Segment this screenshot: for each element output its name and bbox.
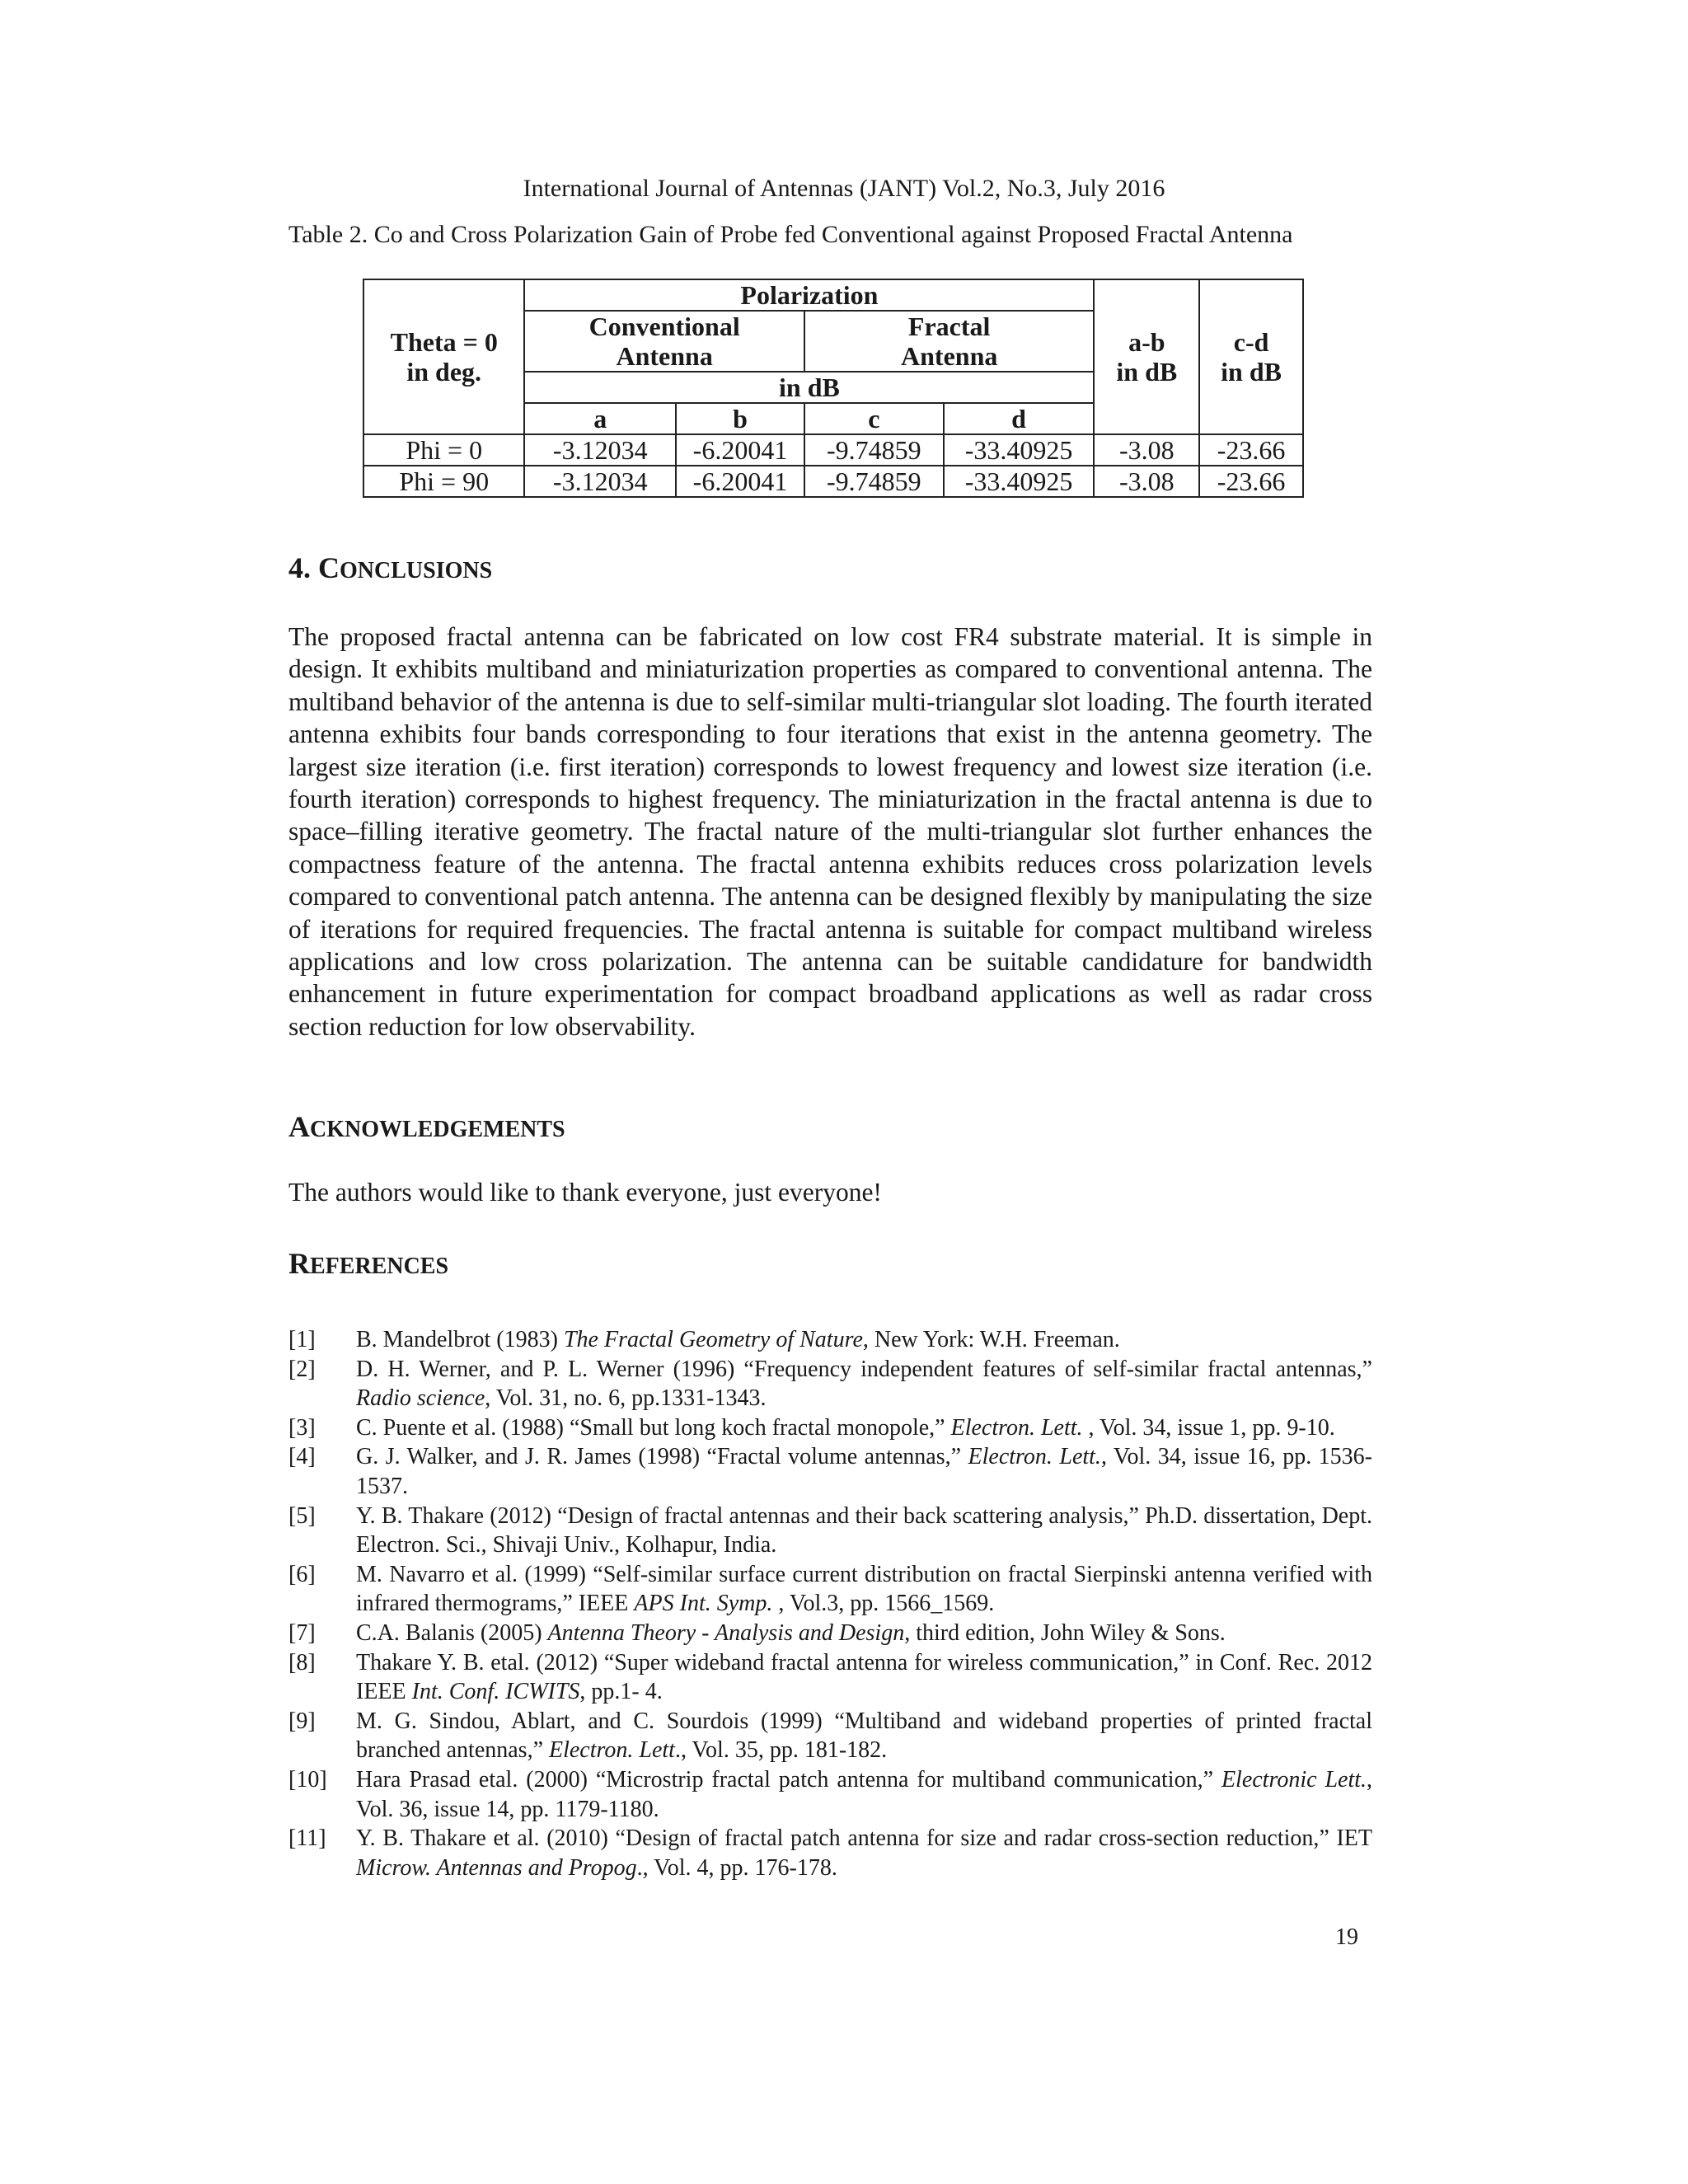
table-cell: -3.12034 bbox=[524, 434, 676, 466]
reference-text: Thakare Y. B. etal. (2012) “Super wideband fractal antenna for wireless communication,” in Conf. Rec. 2012 IEEE Int. Conf. ICWITS, pp.1- 4. bbox=[356, 1649, 1372, 1705]
table-cell: -9.74859 bbox=[804, 434, 944, 466]
reference-text: B. Mandelbrot (1983) The Fractal Geometry of Nature, New York: W.H. Freeman. bbox=[356, 1327, 1120, 1352]
conclusions-paragraph: The proposed fractal antenna can be fabricated on low cost FR4 substrate material. It is simple in design. It exhibits multiband and miniaturization properties as compared to conventional antenna. The multiband behavior of the antenna is due to self-similar multi-triangular slot loading. The fourth iterated antenna exhibits four bands corresponding to four iterations that exist in the antenna geometry. The largest size iteration (i.e. first iteration) corresponds to lowest frequency and lowest size iteration (i.e. fourth iteration) corresponds to highest frequency. The miniaturization in the fractal antenna is due to space–filling iterative geometry. The fractal nature of the multi-triangular slot further enhances the compactness feature of the antenna. The fractal antenna exhibits reduces cross polarization levels compared to conventional patch antenna. The antenna can be designed flexibly by manipulating the size of iterations for required frequencies. The fractal antenna is suitable for compact multiband wireless applications and low cross polarization. The antenna can be suitable candidature for bandwidth enhancement in future experimentation for compact broadband applications as well as radar cross section reduction for low observability. bbox=[288, 622, 1372, 1041]
reference-text: M. Navarro et al. (1999) “Self-similar surface current distribution on fractal Sierpinski antenna verified with infrared thermograms,” IEEE APS Int. Symp. , Vol.3, pp. 1566_1569. bbox=[356, 1561, 1372, 1617]
reference-item bbox=[288, 1824, 1372, 1882]
reference-text: C. Puente et al. (1988) “Small but long koch fractal monopole,” Electron. Lett. , Vol. 34, issue 1, pp. 9-10. bbox=[356, 1414, 1335, 1441]
reference-item bbox=[288, 1325, 1372, 1355]
reference-item bbox=[288, 1413, 1372, 1443]
table-cell: -33.40925 bbox=[944, 434, 1095, 466]
table-row bbox=[363, 466, 1303, 497]
reference-number: [9] bbox=[288, 1708, 316, 1734]
table-header-row bbox=[363, 279, 1303, 311]
references-heading: REFERENCES bbox=[288, 1247, 449, 1280]
reference-item bbox=[288, 1707, 1372, 1765]
table-caption: Table 2. Co and Cross Polarization Gain of Probe fed Conventional against Proposed Fractal Antenna bbox=[288, 221, 1293, 248]
fractal-antenna-header: Fractal Antenna bbox=[804, 311, 1095, 372]
acknowledgements-heading: ACKNOWLEDGEMENTS bbox=[288, 1110, 565, 1143]
reference-item bbox=[288, 1619, 1372, 1648]
reference-item bbox=[288, 1560, 1372, 1619]
reference-item bbox=[288, 1765, 1372, 1824]
reference-number: [7] bbox=[288, 1619, 316, 1646]
reference-item bbox=[288, 1442, 1372, 1501]
table-cell: -33.40925 bbox=[944, 466, 1095, 497]
col-d-header: d bbox=[944, 403, 1095, 434]
col-c-header: c bbox=[804, 403, 944, 434]
reference-text: Y. B. Thakare et al. (2010) “Design of fractal patch antenna for size and radar cross-section reduction,” IET Microw. Antennas and Propog., Vol. 4, pp. 176-178. bbox=[356, 1825, 1372, 1881]
reference-text: Y. B. Thakare (2012) “Design of fractal antennas and their back scattering analysis,” Ph.D. dissertation, Dept. Electron. Sci., Shivaji Univ., Kolhapur, India. bbox=[356, 1502, 1372, 1558]
reference-number: [4] bbox=[288, 1444, 316, 1470]
reference-text: Hara Prasad etal. (2000) “Microstrip fractal patch antenna for multiband communication,” Electronic Lett., Vol. 36, issue 14, pp. 1179-1180. bbox=[356, 1766, 1373, 1822]
col-a-header: a bbox=[524, 403, 676, 434]
table-cell: -3.12034 bbox=[524, 466, 676, 497]
polarization-gain-table bbox=[363, 279, 1304, 498]
table-cell: -6.20041 bbox=[676, 434, 804, 466]
col-b-header: b bbox=[676, 403, 804, 434]
running-header: International Journal of Antennas (JANT) Vol.2, No.3, July 2016 bbox=[523, 175, 1165, 202]
reference-number: [2] bbox=[288, 1356, 316, 1382]
reference-number: [10] bbox=[288, 1766, 327, 1793]
table-row bbox=[363, 434, 1303, 466]
reference-item bbox=[288, 1648, 1372, 1707]
reference-number: [3] bbox=[288, 1414, 316, 1441]
table-cell: Phi = 0 bbox=[363, 434, 524, 466]
reference-text: D. H. Werner, and P. L. Werner (1996) “Frequency independent features of self-similar fractal antennas,” Radio science, Vol. 31, no. 6, pp.1331-1343. bbox=[356, 1356, 1372, 1412]
page-number: 19 bbox=[1335, 1924, 1358, 1950]
table-cell: -9.74859 bbox=[804, 466, 944, 497]
reference-item bbox=[288, 1355, 1372, 1413]
polarization-header: Polarization bbox=[524, 279, 1094, 311]
reference-number: [1] bbox=[288, 1327, 316, 1352]
reference-number: [11] bbox=[288, 1825, 326, 1852]
reference-list bbox=[288, 1325, 1372, 1882]
acknowledgements-paragraph: The authors would like to thank everyone, just everyone! bbox=[288, 1178, 882, 1207]
reference-text: G. J. Walker, and J. R. James (1998) “Fractal volume antennas,” Electron. Lett., Vol. 34, issue 16, pp. 1536-1537. bbox=[356, 1444, 1373, 1499]
reference-number: [5] bbox=[288, 1502, 316, 1529]
ab-header: a-b in dB bbox=[1094, 279, 1199, 434]
cd-header: c-d in dB bbox=[1199, 279, 1303, 434]
unit-header: in dB bbox=[524, 372, 1094, 403]
table-cell: -23.66 bbox=[1199, 434, 1303, 466]
table-cell: -3.08 bbox=[1094, 466, 1199, 497]
reference-item bbox=[288, 1502, 1372, 1560]
table-cell: Phi = 90 bbox=[363, 466, 524, 497]
conventional-antenna-header: Conventional Antenna bbox=[524, 311, 804, 372]
theta-header: Theta = 0 in deg. bbox=[363, 279, 524, 434]
reference-number: [6] bbox=[288, 1561, 316, 1587]
reference-text: M. G. Sindou, Ablart, and C. Sourdois (1999) “Multiband and wideband properties of printed fractal branched antennas,” Electron. Lett., Vol. 35, pp. 181-182. bbox=[356, 1708, 1372, 1764]
conclusions-heading: 4. CONCLUSIONS bbox=[288, 551, 493, 584]
table-cell: -6.20041 bbox=[676, 466, 804, 497]
reference-number: [8] bbox=[288, 1649, 316, 1675]
reference-text: C.A. Balanis (2005) Antenna Theory - Analysis and Design, third edition, John Wiley & Sons. bbox=[356, 1619, 1226, 1646]
table-cell: -23.66 bbox=[1199, 466, 1303, 497]
table-cell: -3.08 bbox=[1094, 434, 1199, 466]
